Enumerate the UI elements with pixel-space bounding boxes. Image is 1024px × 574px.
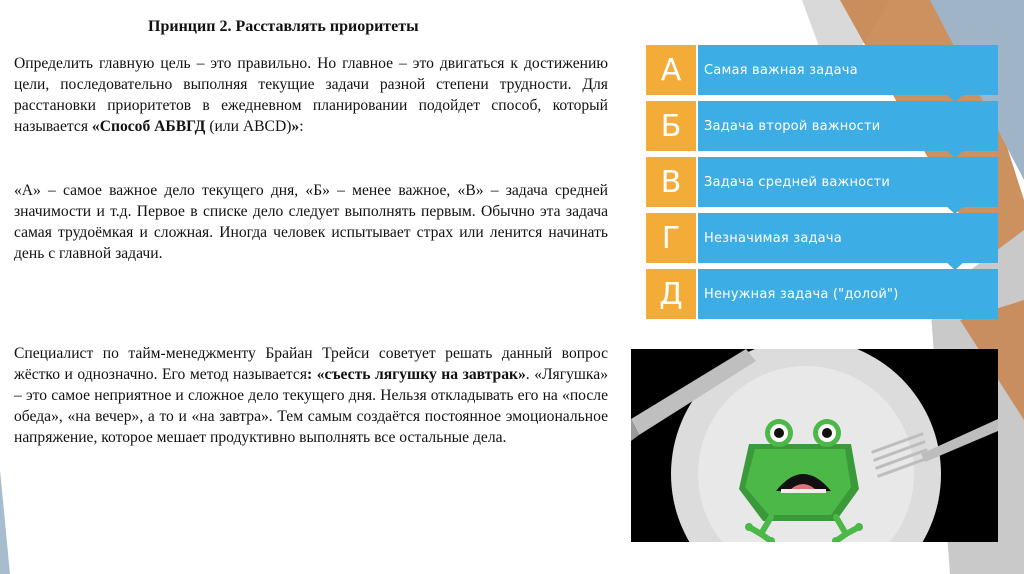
priority-letter: А — [646, 45, 696, 95]
priority-letter: Г — [646, 213, 696, 263]
paragraph-intro: Определить главную цель – это правильно. Но главное – это двигаться к достижению цели, последовательно выполняя текущие задачи разной степени трудности. Для расстановки приоритетов в ежедневном планировании подойдет способ, который называется «Способ АБВГД (или ABCD)»: — [14, 55, 608, 135]
slide-title: Принцип 2. Расставлять приоритеты — [148, 18, 419, 35]
priority-text: Незначимая задача — [698, 213, 998, 263]
priority-row-g — [646, 213, 998, 263]
priority-row-v — [646, 157, 998, 207]
priority-text: Ненужная задача ("долой") — [698, 269, 998, 319]
paragraph-frog-method: Специалист по тайм-менеджменту Брайан Трейси советует решать данный вопрос жёстко и однозначно. Его метод называется: «съесть лягушку на завтрак». «Лягушка» – это самое неприятное и сложное дело текущего дня. Нельзя откладывать его на «после обеда», «на вечер», а то и «на завтра». Тем самым создаётся постоянное эмоциональное напряжение, которое мешает продуктивно выполнять все остальные дела. — [14, 345, 608, 446]
frog-on-plate-icon — [631, 349, 998, 542]
paragraph-abcd-explanation: «А» – самое важное дело текущего дня, «Б» – менее важное, «В» – задача средней значимости и т.д. Первое в списке дело следует выполнять первым. Обычно эта задача самая трудоёмкая и сложная. Иногда человек испытывает страх или ленится начинать день с главной задачи. — [14, 182, 608, 262]
frog-illustration — [631, 349, 998, 542]
priority-text: Самая важная задача — [698, 45, 998, 95]
priority-text: Задача второй важности — [698, 101, 998, 151]
decor-bottom-left — [0, 470, 40, 574]
priority-row-d — [646, 269, 998, 319]
priority-row-a — [646, 45, 998, 95]
priority-text: Задача средней важности — [698, 157, 998, 207]
priority-infographic — [646, 45, 998, 320]
priority-row-b — [646, 101, 998, 151]
priority-letter: Д — [646, 269, 696, 319]
priority-letter: В — [646, 157, 696, 207]
priority-letter: Б — [646, 101, 696, 151]
